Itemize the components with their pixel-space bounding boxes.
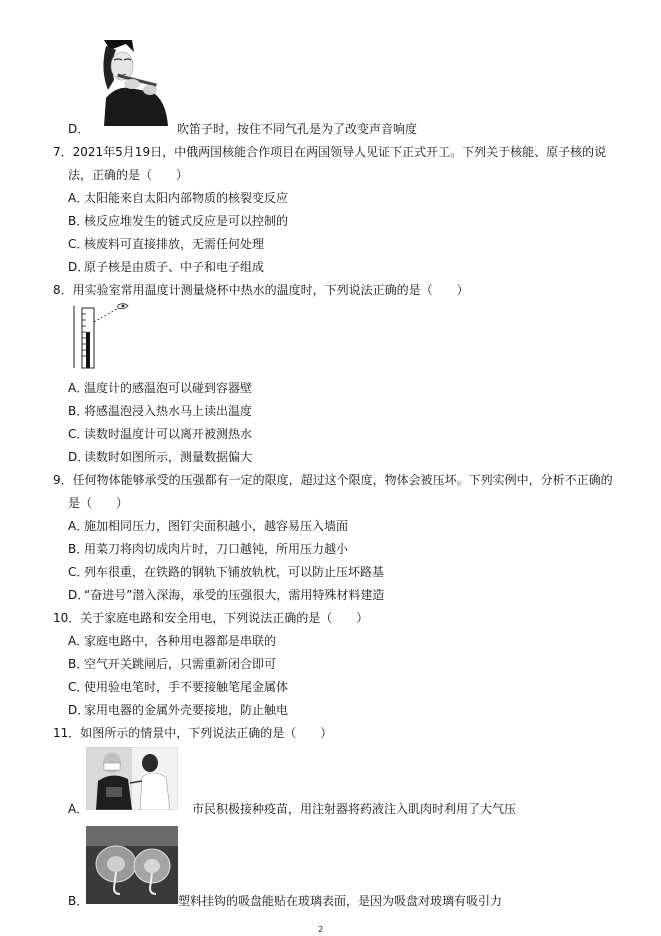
q8-option-b-label: B． (68, 404, 89, 418)
vaccination-photo (86, 747, 178, 810)
q8-option-d-label: D． (68, 450, 90, 464)
q11-option-b-label: B． (68, 894, 89, 908)
q8-option-a-text: 温度计的感温泡可以碰到容器壁 (84, 381, 253, 395)
q7-option-b-label: B． (68, 214, 89, 228)
q8-option-c-text: 读数时温度计可以离开被测热水 (84, 427, 253, 441)
q6-option-d-text: 吹笛子时，按住不同气孔是为了改变声音响度 (177, 122, 418, 136)
q10-option-d-text: 家用电器的金属外壳要接地，防止触电 (84, 703, 289, 717)
thermometer-diagram (66, 302, 136, 372)
q7-option-b-text: 核反应堆发生的链式反应是可以控制的 (84, 214, 289, 228)
q8-option-c-label: C． (68, 427, 89, 441)
q9-option-b-label: B． (68, 542, 89, 556)
suction-hook-photo (86, 826, 178, 904)
q9-option-a-text: 施加相同压力，图钉尖面积越小，越容易压入墙面 (84, 519, 349, 533)
q8-stem: 8．用实验室常用温度计测量烧杯中热水的温度时，下列说法正确的是（ ） (53, 283, 469, 297)
q7-option-d-label: D． (68, 260, 90, 274)
q10-option-b-text: 空气开关跳闸后，只需重新闭合即可 (84, 657, 277, 671)
q8-option-a-label: A． (68, 381, 89, 395)
q11-option-b-text: 塑料挂钩的吸盘能贴在玻璃表面，是因为吸盘对玻璃有吸引力 (178, 894, 503, 908)
q11-option-a-label: A． (68, 802, 89, 816)
q9-option-a-label: A． (68, 519, 89, 533)
q9-stem-line2: 是（ ） (68, 496, 129, 510)
q7-stem-line2: 法，正确的是（ ） (68, 168, 189, 182)
q9-option-b-text: 用菜刀将肉切成肉片时，刀口越钝，所用压力越小 (84, 542, 349, 556)
flute-player-photo (96, 40, 172, 126)
q10-stem: 10．关于家庭电路和安全用电，下列说法正确的是（ ） (53, 611, 369, 625)
q7-stem-line1: 7．2021年5月19日，中俄两国核能合作项目在两国领导人见证下正式开工。下列关于核能、原子核的说 (53, 145, 607, 159)
q6-option-d-label: D． (68, 122, 90, 136)
q9-option-c-text: 列车很重，在铁路的钢轨下铺放轨枕，可以防止压坏路基 (84, 565, 385, 579)
q7-option-a-label: A． (68, 191, 89, 205)
q7-option-d-text: 原子核是由质子、中子和电子组成 (84, 260, 265, 274)
q9-option-d-label: D． (68, 588, 90, 602)
q10-option-a-text: 家庭电路中，各种用电器都是串联的 (84, 634, 277, 648)
q10-option-b-label: B． (68, 657, 89, 671)
page-number: 2 (318, 925, 324, 934)
q10-option-c-label: C． (68, 680, 89, 694)
q10-option-c-text: 使用验电笔时，手不要接触笔尾金属体 (84, 680, 289, 694)
q7-option-c-text: 核废料可直接排放，无需任何处理 (84, 237, 265, 251)
q11-stem: 11．如图所示的情景中，下列说法正确的是（ ） (53, 726, 333, 740)
q8-option-d-text: 读数时如图所示，测量数据偏大 (84, 450, 253, 464)
q7-option-c-label: C． (68, 237, 89, 251)
q9-stem-line1: 9．任何物体能够承受的压强都有一定的限度，超过这个限度，物体会被压坏。下列实例中，分析不正确的 (53, 473, 613, 487)
q11-option-a-text: 市民积极接种疫苗，用注射器将药液注入肌肉时利用了大气压 (192, 802, 517, 816)
q7-option-a-text: 太阳能来自太阳内部物质的核裂变反应 (84, 191, 289, 205)
q10-option-a-label: A． (68, 634, 89, 648)
q10-option-d-label: D． (68, 703, 90, 717)
q9-option-c-label: C． (68, 565, 89, 579)
q9-option-d-text: “奋进号”潜入深海，承受的压强很大，需用特殊材料建造 (84, 588, 385, 602)
q8-option-b-text: 将感温泡浸入热水马上读出温度 (84, 404, 253, 418)
